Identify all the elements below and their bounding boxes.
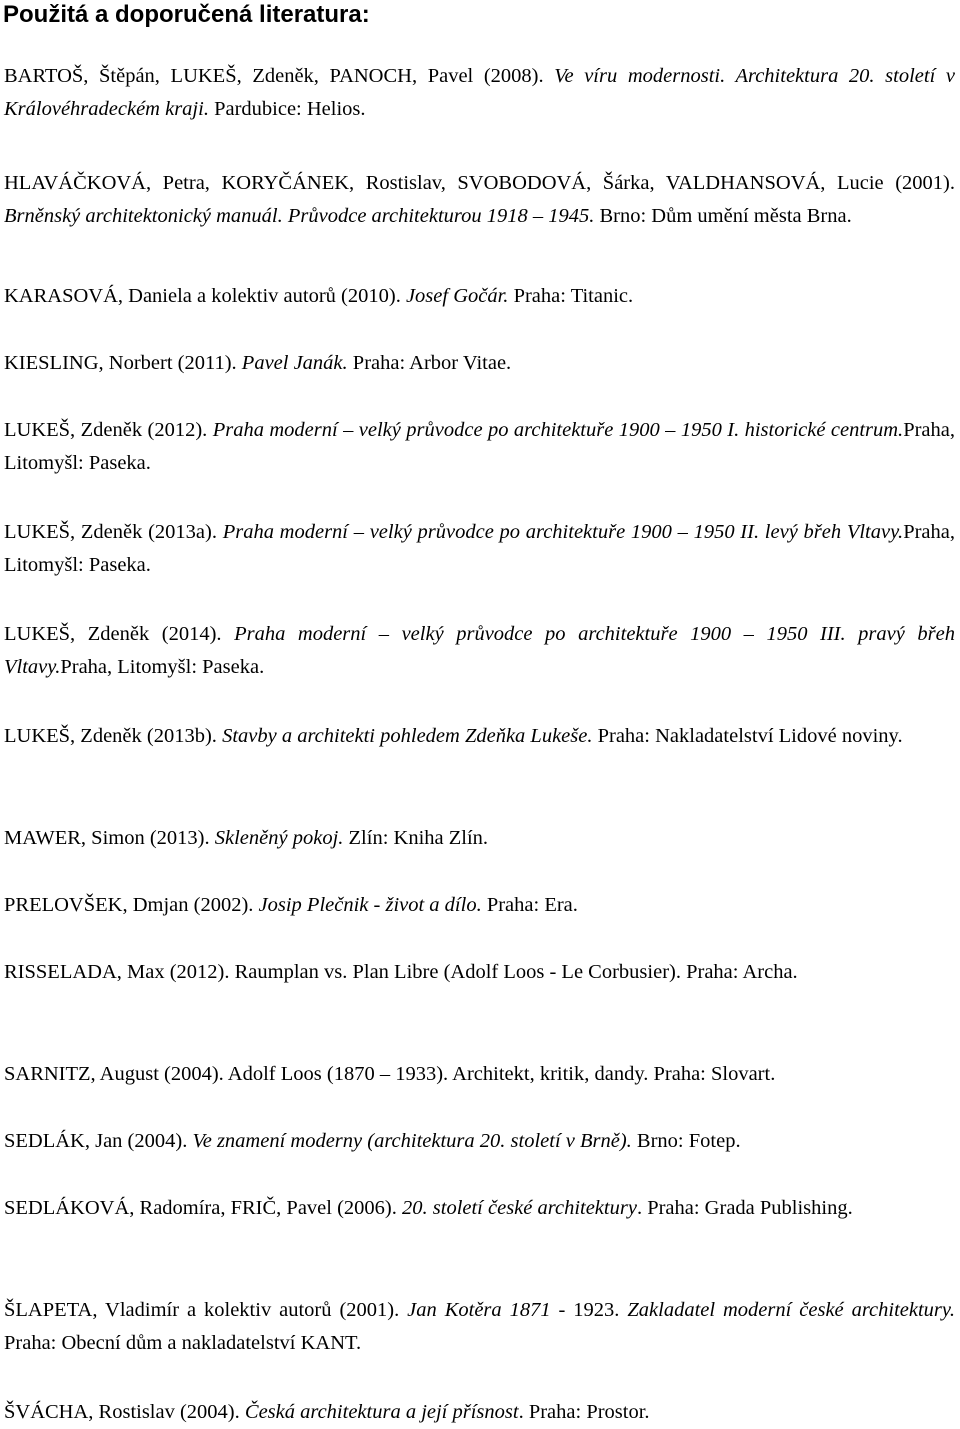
reference-text: LUKEŠ, Zdeněk (2013b). bbox=[4, 725, 223, 747]
reference-text: Pardubice: Helios. bbox=[208, 98, 366, 120]
reference-text: Praha, Litomyšl: Paseka. bbox=[4, 419, 955, 474]
reference-text: LUKEŠ, Zdeněk (2012). bbox=[4, 419, 213, 441]
reference-text: Brno: Fotep. bbox=[631, 1130, 741, 1152]
reference-title: Praha moderní – velký průvodce po architektuře 1900 – 1950 III. pravý břeh Vltavy. bbox=[4, 623, 955, 678]
reference-entry bbox=[4, 1125, 955, 1158]
reference-title: Jan Kotěra 1871 bbox=[407, 1299, 551, 1321]
reference-text: SARNITZ, August (2004). Adolf Loos (1870 – 1933). Architekt, kritik, dandy. Praha: Slovart. bbox=[4, 1063, 776, 1085]
reference-text: LUKEŠ, Zdeněk (2014). bbox=[4, 623, 235, 645]
reference-entry bbox=[4, 1058, 955, 1091]
reference-text: Praha, Litomyšl: Paseka. bbox=[4, 521, 955, 576]
page-heading: Použitá a doporučená literatura: bbox=[3, 1, 370, 28]
reference-text: MAWER, Simon (2013). bbox=[4, 827, 215, 849]
reference-title: Skleněný pokoj. bbox=[214, 827, 344, 849]
reference-text: KIESLING, Norbert (2011). bbox=[4, 352, 242, 374]
reference-text: . Praha: Grada Publishing. bbox=[636, 1197, 853, 1219]
reference-text: Praha: Era. bbox=[481, 894, 578, 916]
reference-text: KARASOVÁ, Daniela a kolektiv autorů (2010). bbox=[4, 285, 406, 307]
reference-title: Česká architektura a její přísnost bbox=[244, 1401, 519, 1423]
reference-entry bbox=[4, 720, 955, 753]
reference-text: Praha: Nakladatelství Lidové noviny. bbox=[592, 725, 903, 747]
reference-text: - 1923. bbox=[550, 1299, 628, 1321]
reference-title: Josip Plečnik - život a dílo. bbox=[258, 894, 482, 916]
reference-title: Ve víru modernosti. Architektura 20. století v Královéhradeckém kraji. bbox=[4, 65, 955, 120]
reference-text: BARTOŠ, Štěpán, LUKEŠ, Zdeněk, PANOCH, Pavel (2008). bbox=[4, 65, 555, 87]
reference-entry bbox=[4, 822, 955, 855]
reference-entry bbox=[4, 516, 955, 582]
reference-text: Brno: Dům umění města Brna. bbox=[594, 205, 852, 227]
reference-text: ŠVÁCHA, Rostislav (2004). bbox=[4, 1401, 245, 1423]
reference-text: LUKEŠ, Zdeněk (2013a). bbox=[4, 521, 223, 543]
reference-title: Brněnský architektonický manuál. Průvodce architekturou 1918 – 1945. bbox=[4, 205, 595, 227]
reference-text: Praha: Obecní dům a nakladatelství KANT. bbox=[4, 1332, 362, 1354]
reference-entry bbox=[4, 60, 955, 126]
reference-entry bbox=[4, 1192, 955, 1225]
reference-title: Praha moderní – velký průvodce po architektuře 1900 – 1950 II. levý břeh Vltavy. bbox=[222, 521, 904, 543]
reference-text: SEDLÁKOVÁ, Radomíra, FRIČ, Pavel (2006). bbox=[4, 1197, 403, 1219]
reference-text: Zlín: Kniha Zlín. bbox=[343, 827, 489, 849]
reference-title: Josef Gočár. bbox=[405, 285, 509, 307]
reference-text: ŠLAPETA, Vladimír a kolektiv autorů (2001). bbox=[4, 1299, 408, 1321]
reference-text: SEDLÁK, Jan (2004). bbox=[4, 1130, 193, 1152]
reference-entry bbox=[4, 1396, 955, 1429]
reference-text: PRELOVŠEK, Dmjan (2002). bbox=[4, 894, 259, 916]
reference-title: Stavby a architekti pohledem Zdeňka Lukeše. bbox=[222, 725, 593, 747]
reference-entry bbox=[4, 956, 955, 989]
reference-entry bbox=[4, 414, 955, 480]
reference-text: RISSELADA, Max (2012). Raumplan vs. Plan Libre (Adolf Loos - Le Corbusier). Praha: Archa. bbox=[4, 961, 798, 983]
reference-text: Praha, Litomyšl: Paseka. bbox=[60, 656, 265, 678]
reference-entry bbox=[4, 889, 955, 922]
reference-title: Praha moderní – velký průvodce po architektuře 1900 – 1950 I. historické centrum. bbox=[212, 419, 904, 441]
reference-text: . Praha: Prostor. bbox=[518, 1401, 650, 1423]
reference-entry bbox=[4, 347, 955, 380]
reference-title: Pavel Janák. bbox=[241, 352, 348, 374]
reference-entry bbox=[4, 1294, 955, 1360]
reference-title: Ve znamení moderny (architektura 20. století v Brně). bbox=[192, 1130, 632, 1152]
reference-entry bbox=[4, 280, 955, 313]
reference-title: Zakladatel moderní české architektury. bbox=[627, 1299, 955, 1321]
reference-title: 20. století české architektury bbox=[402, 1197, 637, 1219]
reference-text: HLAVÁČKOVÁ, Petra, KORYČÁNEK, Rostislav, SVOBODOVÁ, Šárka, VALDHANSOVÁ, Lucie (2001). bbox=[4, 172, 955, 194]
reference-entry bbox=[4, 618, 955, 684]
reference-text: Praha: Arbor Vitae. bbox=[347, 352, 512, 374]
reference-text: Praha: Titanic. bbox=[508, 285, 634, 307]
reference-entry bbox=[4, 167, 955, 233]
